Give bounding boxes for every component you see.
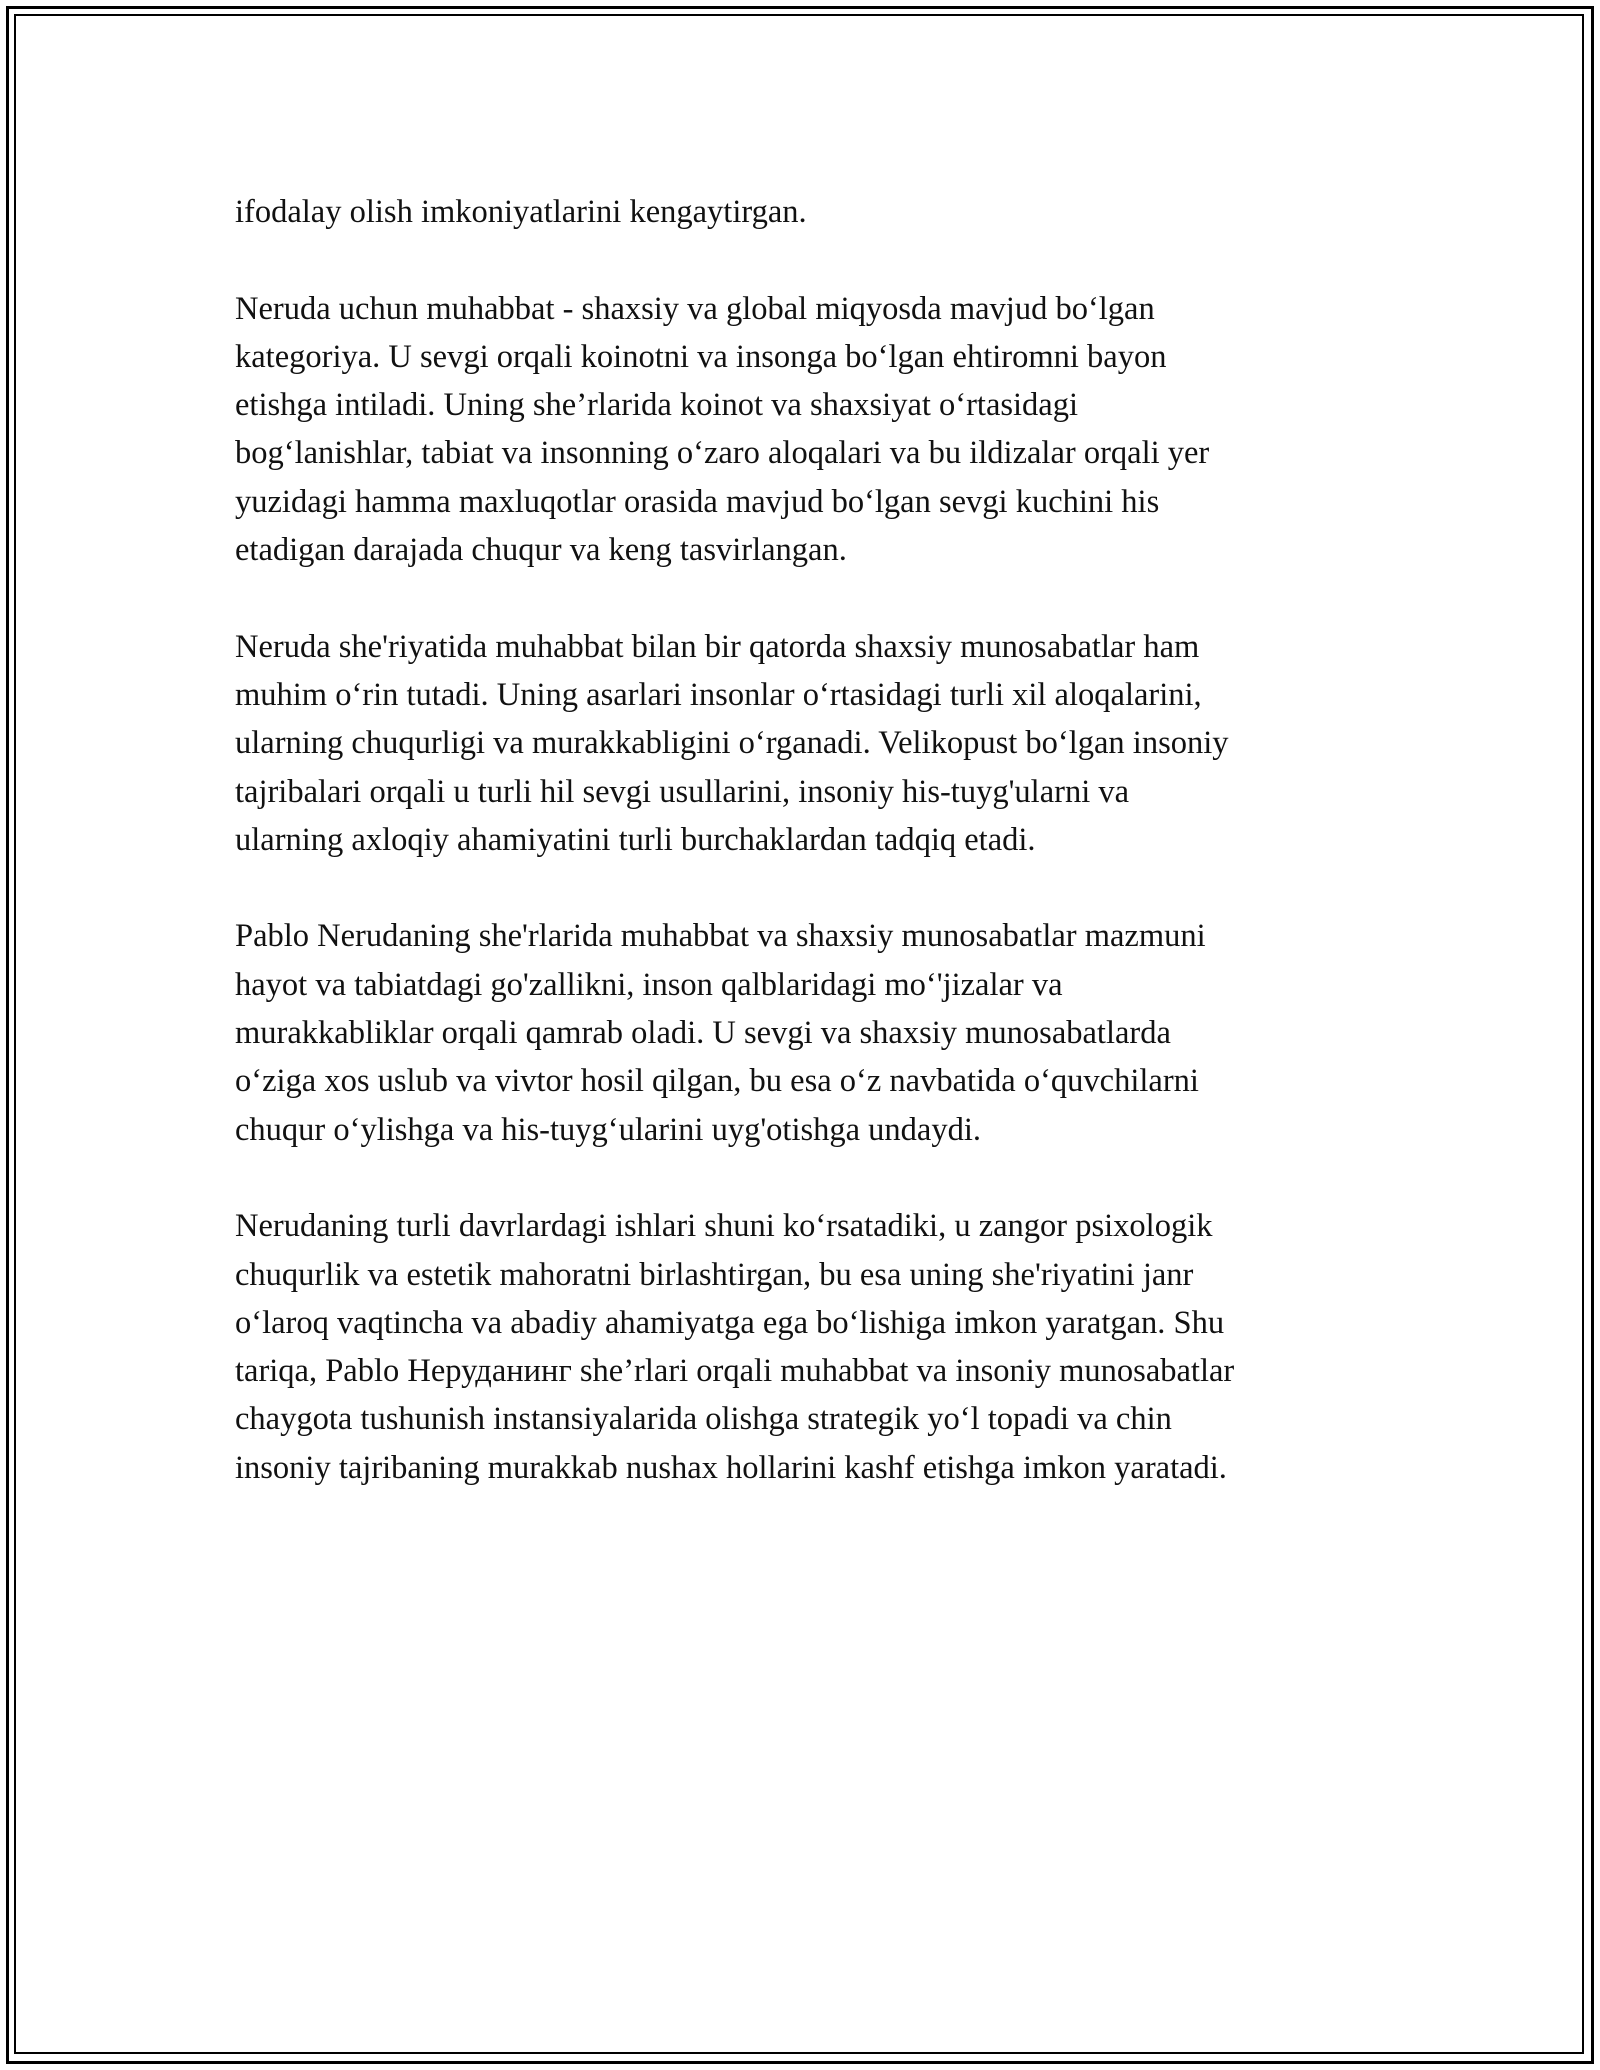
text-line: ifodalay olish imkoniyatlarini kengaytirgan.	[235, 194, 807, 230]
text-line: chuqurlik va estetik mahoratni birlashtirgan, bu esa uning she'riyatini janr	[235, 1256, 1194, 1293]
text-line: tariqa, Pablo Неруданинг she’rlari orqali muhabbat va insoniy munosabatlar	[235, 1353, 1235, 1390]
text-line: yuzidagi hamma maxluqotlar orasida mavjud bo‘lgan sevgi kuchini his	[235, 483, 1160, 520]
text-line: hayot va tabiatdagi go'zallikni, inson qalblaridagi mo‘'jizalar va	[235, 966, 1063, 1003]
text-line: Neruda uchun muhabbat - shaxsiy va global miqyosda mavjud bo‘lgan	[235, 290, 1155, 327]
document-body	[235, 188, 1385, 1540]
text-line: tajribalari orqali u turli hil sevgi usullarini, insoniy his-tuyg'ularni va	[235, 773, 1130, 810]
text-line: murakkabliklar orqali qamrab oladi. U sevgi va shaxsiy munosabatlarda	[235, 1015, 1171, 1052]
paragraph-3	[235, 623, 1385, 864]
text-line: ularning chuqurligi va murakkabligini o‘rganadi. Velikopust bo‘lgan insoniy	[235, 725, 1229, 762]
text-line: insoniy tajribaning murakkab nushax hollarini kashf etishga imkon yaratadi.	[235, 1449, 1227, 1486]
text-line: Pablo Nerudaning she'rlarida muhabbat va shaxsiy munosabatlar mazmuni	[235, 918, 1206, 955]
text-line: Neruda she'riyatida muhabbat bilan bir qatorda shaxsiy munosabatlar ham	[235, 628, 1200, 665]
text-line: etadigan darajada chuqur va keng tasvirlangan.	[235, 532, 847, 569]
text-line: ularning axloqiy ahamiyatini turli burchaklardan tadqiq etadi.	[235, 821, 1036, 858]
text-line: bog‘lanishlar, tabiat va insonning o‘zaro aloqalari va bu ildizalar orqali yer	[235, 435, 1210, 472]
text-line: o‘laroq vaqtincha va abadiy ahamiyatga ega bo‘lishiga imkon yaratgan. Shu	[235, 1304, 1225, 1341]
text-line: etishga intiladi. Uning she’rlarida koinot va shaxsiyat o‘rtasidagi	[235, 387, 1079, 424]
paragraph-4	[235, 912, 1385, 1153]
text-line: chaygota tushunish instansiyalarida olishga strategik yo‘l topadi va chin	[235, 1401, 1172, 1438]
text-line: Nerudaning turli davrlardagi ishlari shuni ko‘rsatadiki, u zangor psixologik	[235, 1208, 1213, 1245]
text-line: chuqur o‘ylishga va his-tuyg‘ularini uyg'otishga undaydi.	[235, 1111, 982, 1148]
paragraph-5	[235, 1202, 1385, 1492]
paragraph-1	[235, 188, 1385, 236]
text-line: o‘ziga xos uslub va vivtor hosil qilgan, bu esa o‘z navbatida o‘quvchilarni	[235, 1063, 1199, 1100]
paragraph-2	[235, 285, 1385, 575]
text-line: kategoriya. U sevgi orqali koinotni va insonga bo‘lgan ehtiromni bayon	[235, 338, 1167, 375]
text-line: muhim o‘rin tutadi. Uning asarlari insonlar o‘rtasidagi turli xil aloqalarini,	[235, 676, 1202, 713]
